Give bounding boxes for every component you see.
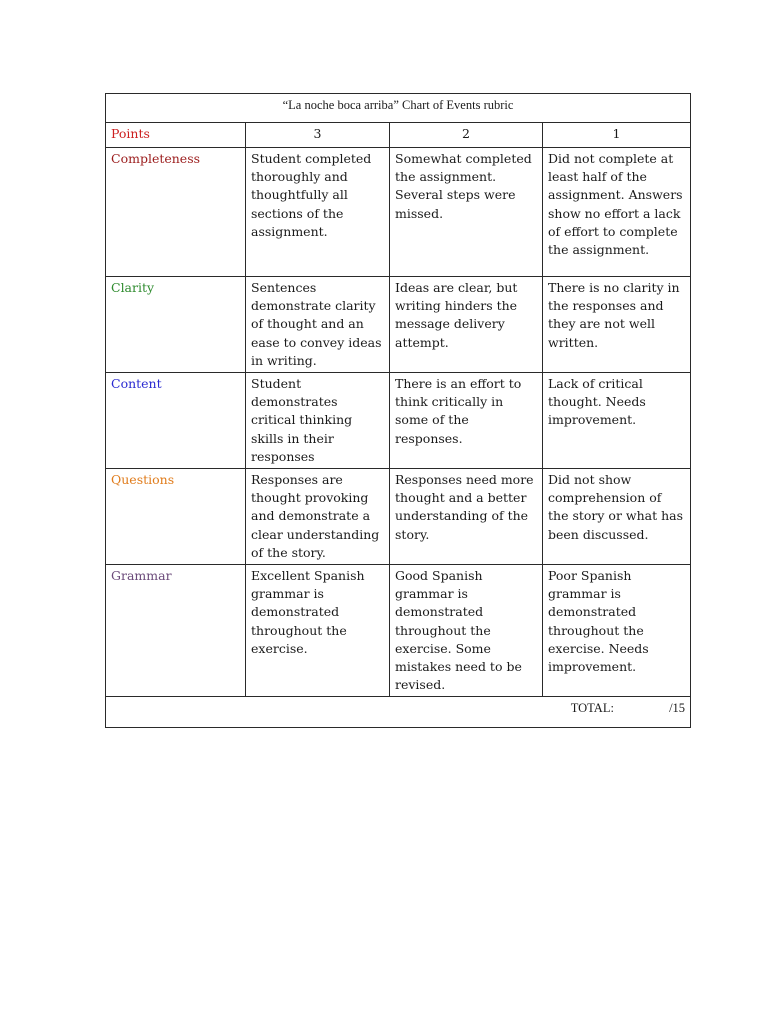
questions-level-1: Did not show comprehension of the story or what has been discussed. <box>543 469 691 565</box>
criterion-content: Content <box>106 373 246 469</box>
criterion-completeness: Completeness <box>106 148 246 277</box>
total-row <box>106 697 691 728</box>
completeness-level-3: Student completed thoroughly and thoughtfully all sections of the assignment. <box>246 148 390 277</box>
rubric-table <box>105 93 691 728</box>
grammar-level-3: Excellent Spanish grammar is demonstrated throughout the exercise. <box>246 565 390 697</box>
questions-level-3: Responses are thought provoking and demonstrate a clear understanding of the story. <box>246 469 390 565</box>
completeness-level-1: Did not complete at least half of the assignment. Answers show no effort a lack of effort to complete the assignment. <box>543 148 691 277</box>
rubric-title: “La noche boca arriba” Chart of Events rubric <box>106 94 691 123</box>
criterion-clarity: Clarity <box>106 277 246 373</box>
content-level-3: Student demonstrates critical thinking skills in their responses <box>246 373 390 469</box>
rubric-row-questions <box>106 469 691 565</box>
grammar-level-1: Poor Spanish grammar is demonstrated throughout the exercise. Needs improvement. <box>543 565 691 697</box>
clarity-level-1: There is no clarity in the responses and they are not well written. <box>543 277 691 373</box>
level-1-header: 1 <box>543 123 691 148</box>
level-3-header: 3 <box>246 123 390 148</box>
content-level-1: Lack of critical thought. Needs improvement. <box>543 373 691 469</box>
level-2-header: 2 <box>390 123 543 148</box>
content-level-2: There is an effort to think critically in some of the responses. <box>390 373 543 469</box>
completeness-level-2: Somewhat completed the assignment. Several steps were missed. <box>390 148 543 277</box>
clarity-level-3: Sentences demonstrate clarity of thought and an ease to convey ideas in writing. <box>246 277 390 373</box>
title-row <box>106 94 691 123</box>
header-row <box>106 123 691 148</box>
rubric-row-clarity <box>106 277 691 373</box>
points-header: Points <box>106 123 246 148</box>
criterion-grammar: Grammar <box>106 565 246 697</box>
total-label: TOTAL: <box>570 701 614 716</box>
grammar-level-2: Good Spanish grammar is demonstrated throughout the exercise. Some mistakes need to be revised. <box>390 565 543 697</box>
criterion-questions: Questions <box>106 469 246 565</box>
rubric-row-content <box>106 373 691 469</box>
total-max: /15 <box>669 701 686 716</box>
total-cell <box>106 697 691 728</box>
clarity-level-2: Ideas are clear, but writing hinders the message delivery attempt. <box>390 277 543 373</box>
rubric-row-grammar <box>106 565 691 697</box>
rubric-row-completeness <box>106 148 691 277</box>
questions-level-2: Responses need more thought and a better understanding of the story. <box>390 469 543 565</box>
